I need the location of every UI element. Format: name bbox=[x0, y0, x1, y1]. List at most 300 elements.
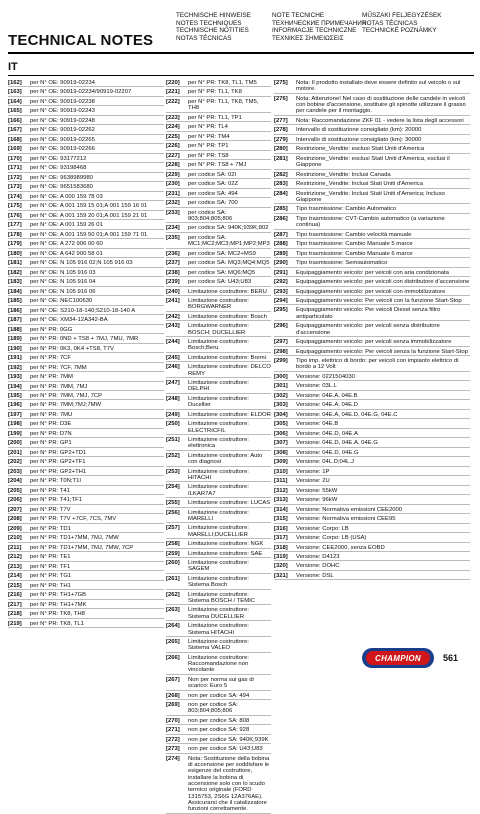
note-row bbox=[274, 448, 470, 457]
note-text: Limitazione costruttore: ILKAR7A7 bbox=[188, 484, 249, 497]
note-text: per N° PR: TL1, TK8, TM5, TH8 bbox=[188, 98, 259, 112]
note-row bbox=[166, 754, 271, 814]
note-row bbox=[166, 435, 271, 451]
note-text: Restrizione_Vendite: Inclusi Canada bbox=[296, 171, 391, 178]
note-key: [218] bbox=[8, 611, 22, 618]
note-text: per N° OE: 90919-02238 bbox=[30, 98, 95, 105]
note-key: [186] bbox=[8, 307, 22, 314]
note-text: per N° PR: 0GG bbox=[30, 326, 73, 333]
note-row bbox=[8, 230, 164, 239]
note-row bbox=[8, 438, 164, 447]
note-text: per N° PR: GP2+TD1 bbox=[30, 449, 87, 456]
note-key: [287] bbox=[274, 231, 288, 238]
notes-column-2 bbox=[166, 78, 271, 814]
note-text: per N° PR: 7CF bbox=[30, 355, 71, 362]
note-text: per codice SA: 803;804;805;806 bbox=[188, 209, 233, 222]
note-key: [210] bbox=[8, 535, 22, 542]
note-row bbox=[8, 135, 164, 144]
note-key: [253] bbox=[166, 468, 180, 475]
note-text: per codice SA: 700 bbox=[188, 200, 238, 207]
note-text: Limitazione costruttore: Bremi bbox=[188, 354, 266, 361]
note-key: [249] bbox=[166, 411, 180, 418]
note-key: [174] bbox=[8, 193, 22, 200]
note-key: [224] bbox=[166, 124, 180, 131]
note-text: Versione: 2U bbox=[296, 478, 330, 485]
note-key: [244] bbox=[166, 339, 180, 346]
note-text: per N° PR: TD1+7MM, 7MJ, 7MW bbox=[30, 535, 119, 542]
note-row bbox=[8, 581, 164, 590]
note-row bbox=[8, 87, 164, 96]
note-row bbox=[8, 220, 164, 229]
note-key: [305] bbox=[274, 421, 288, 428]
note-row bbox=[166, 451, 271, 467]
note-row bbox=[166, 337, 271, 353]
note-key: [230] bbox=[166, 181, 180, 188]
note-row bbox=[274, 258, 470, 267]
note-row bbox=[8, 543, 164, 552]
note-key: [200] bbox=[8, 440, 22, 447]
note-row bbox=[8, 600, 164, 609]
note-row bbox=[8, 211, 164, 220]
note-key: [272] bbox=[166, 736, 180, 743]
note-row bbox=[166, 716, 271, 725]
lang-label: NOTES TECHNIQUES bbox=[176, 19, 242, 27]
note-key: [310] bbox=[274, 468, 288, 475]
note-key: [297] bbox=[274, 339, 288, 346]
lang-header-col1 bbox=[176, 12, 251, 42]
note-key: [234] bbox=[166, 225, 180, 232]
note-row bbox=[8, 457, 164, 466]
note-key: [262] bbox=[166, 591, 180, 598]
note-text: Equipaggiamento veicolo: Per veicoli Diesel senza filtro antiparticolato bbox=[296, 307, 441, 320]
note-row bbox=[274, 571, 470, 580]
note-row bbox=[166, 362, 271, 378]
note-row bbox=[274, 189, 470, 205]
section-divider bbox=[8, 75, 474, 76]
note-key: [280] bbox=[274, 146, 288, 153]
note-row bbox=[8, 590, 164, 599]
note-text: Tipo trasmissione: Cambio Manuale 6 marce bbox=[296, 250, 413, 257]
note-row bbox=[166, 498, 271, 507]
note-text: per N° PR: 7MM, 7MJ, 7CP bbox=[30, 392, 103, 399]
note-text: Restrizione_Vendite: esclusi Stati Uniti d'America bbox=[296, 146, 425, 153]
note-text: per N° PR: TH1+7MK bbox=[30, 601, 87, 608]
note-key: [304] bbox=[274, 411, 288, 418]
note-text: Limitazione costruttore: MARELLI;DUCELLIER bbox=[188, 525, 249, 538]
note-key: [245] bbox=[166, 354, 180, 361]
note-text: per N° PR: GP1 bbox=[30, 440, 72, 447]
note-text: per N° OE: 9638989980 bbox=[30, 174, 93, 181]
note-text: Limitazione costruttore: NGK bbox=[188, 541, 264, 548]
note-row bbox=[166, 675, 271, 691]
note-key: [198] bbox=[8, 421, 22, 428]
note-key: [257] bbox=[166, 525, 180, 532]
note-row bbox=[8, 476, 164, 485]
note-text: Limitazione costruttore: LUCAS bbox=[188, 500, 271, 507]
note-text: per N° OE: 9651583680 bbox=[30, 184, 93, 191]
note-row bbox=[274, 486, 470, 495]
note-key: [321] bbox=[274, 572, 288, 579]
note-row bbox=[8, 239, 164, 248]
note-text: per codice SA: MC1;MC2;MC3;MP1;MP2;MP3 bbox=[188, 234, 270, 248]
note-text: Intervallo di sostituzione consigliato (km): 30000 bbox=[296, 136, 422, 143]
note-key: [273] bbox=[166, 746, 180, 753]
note-key: [199] bbox=[8, 430, 22, 437]
note-text: Equipaggiamento veicolo: per veicoli con distributore d'accensione bbox=[296, 279, 470, 286]
note-text: per codice SA: 940K;939K;802 bbox=[188, 225, 269, 232]
note-text: Limitazione costruttore: DELPHI bbox=[188, 380, 249, 393]
note-text: per N° PR: TF1 bbox=[30, 563, 71, 570]
note-row bbox=[8, 419, 164, 428]
note-text: per N° PR: TK8, TH8 bbox=[30, 611, 85, 618]
note-key: [175] bbox=[8, 203, 22, 210]
note-key: [221] bbox=[166, 89, 180, 96]
note-row bbox=[274, 230, 470, 239]
note-row bbox=[8, 372, 164, 381]
note-row bbox=[166, 160, 271, 169]
note-text: per N° OE: N 105 916 04 bbox=[30, 279, 96, 286]
note-key: [206] bbox=[8, 497, 22, 504]
note-text: per N° PR: TM4 bbox=[188, 133, 230, 140]
note-key: [173] bbox=[8, 184, 22, 191]
note-text: per codice SA: MQ6;MQ5 bbox=[188, 269, 256, 276]
note-key: [219] bbox=[8, 620, 22, 627]
note-row bbox=[166, 296, 271, 312]
note-row bbox=[8, 533, 164, 542]
note-text: Restrizione_Vendite: esclusi Stati Uniti d'America, esclusi il Giappone bbox=[296, 155, 450, 169]
note-row bbox=[8, 382, 164, 391]
lang-label: TECHNISCHE NOTITIES bbox=[176, 27, 249, 35]
note-text: Tipo trasmissione: Cambio Automatico bbox=[296, 206, 397, 213]
note-row bbox=[8, 173, 164, 182]
note-text: per codice SA: 02Z bbox=[188, 181, 239, 188]
note-key: [282] bbox=[274, 171, 288, 178]
note-key: [308] bbox=[274, 449, 288, 456]
note-text: per N° PR: TL1, TP1 bbox=[188, 114, 242, 121]
note-text: per codice SA: MQ3;MQ4;MQ5 bbox=[188, 260, 270, 267]
note-row bbox=[274, 268, 470, 277]
note-row bbox=[274, 144, 470, 153]
note-row bbox=[274, 277, 470, 286]
note-text: per N° PR: TK8, TL1, TM5 bbox=[188, 80, 257, 86]
note-row bbox=[8, 78, 164, 87]
note-key: [316] bbox=[274, 525, 288, 532]
note-key: [212] bbox=[8, 554, 22, 561]
lang-label: ТЕХНИЧЕСКИЕ ПРИМЕЧАНИЯ bbox=[272, 19, 367, 27]
note-text: Tipo trasmissione: Cambio velocità manuale bbox=[296, 231, 412, 238]
note-text: per N° OE: N 105 916 03 bbox=[30, 269, 96, 276]
note-key: [265] bbox=[166, 639, 180, 646]
note-text: per N° OE: 93198468 bbox=[30, 165, 87, 172]
note-row bbox=[166, 508, 271, 524]
note-row bbox=[8, 400, 164, 409]
note-key: [263] bbox=[166, 607, 180, 614]
note-text: Limitazione costruttore: elettronica bbox=[188, 436, 249, 450]
note-text: Limitazione costruttore: DELCO REMY bbox=[188, 364, 271, 377]
note-text: per N° PR: D7N bbox=[30, 430, 72, 437]
note-key: [290] bbox=[274, 260, 288, 267]
note-key: [313] bbox=[274, 497, 288, 504]
note-row bbox=[274, 438, 470, 447]
note-row bbox=[8, 391, 164, 400]
note-row bbox=[274, 467, 470, 476]
note-text: Limitazione costruttore: ELDOR bbox=[188, 411, 271, 418]
note-key: [220] bbox=[166, 80, 180, 86]
note-row bbox=[274, 249, 470, 258]
note-key: [317] bbox=[274, 535, 288, 542]
note-key: [288] bbox=[274, 241, 288, 248]
note-key: [195] bbox=[8, 392, 22, 399]
note-text: Versione: Corpo: LB bbox=[296, 525, 349, 532]
note-key: [269] bbox=[166, 702, 180, 709]
note-row bbox=[8, 334, 164, 343]
note-text: Versione: Normativa emissioni CEE2000 bbox=[296, 506, 403, 513]
note-text: Restrizione_Vendite: Inclusi Stati Uniti d'America; Incluso Giappone bbox=[296, 190, 445, 203]
note-key: [215] bbox=[8, 582, 22, 589]
note-row bbox=[274, 287, 470, 296]
note-row bbox=[274, 321, 470, 337]
note-key: [187] bbox=[8, 317, 22, 324]
note-key: [185] bbox=[8, 298, 22, 305]
note-row bbox=[274, 296, 470, 305]
note-row bbox=[8, 125, 164, 134]
note-text: Versione: 04E.D, 04E.A, 04E.G bbox=[296, 440, 378, 447]
note-text: per N° OE: 90919-02265 bbox=[30, 136, 95, 143]
note-text: per N° OE: N 105 916 06 bbox=[30, 288, 96, 295]
note-text: Limitazione costruttore: BORGWARNER bbox=[188, 298, 249, 311]
header-divider bbox=[8, 52, 474, 54]
note-key: [291] bbox=[274, 269, 288, 276]
note-key: [289] bbox=[274, 250, 288, 257]
lang-label: TECHNICKÉ POZNÁMKY bbox=[362, 27, 437, 35]
note-text: Limitazione costruttore: ELECTRICFIL bbox=[188, 421, 249, 434]
note-key: [231] bbox=[166, 190, 180, 197]
note-text: non per codice SA: 494 bbox=[188, 692, 250, 699]
note-key: [300] bbox=[274, 373, 288, 380]
notes-column-1 bbox=[8, 78, 164, 628]
note-text: non per codice SA: 803;804;805;806 bbox=[188, 702, 238, 715]
note-key: [239] bbox=[166, 279, 180, 286]
note-key: [191] bbox=[8, 355, 22, 362]
note-key: [171] bbox=[8, 165, 22, 172]
section-language: IT bbox=[8, 61, 18, 73]
note-row bbox=[8, 258, 164, 267]
note-text: Tipo trasmissione: Semiautomatico bbox=[296, 260, 388, 267]
note-row bbox=[274, 214, 470, 230]
note-text: per N° PR: TE1 bbox=[30, 554, 71, 561]
note-key: [250] bbox=[166, 421, 180, 428]
note-text: Equipaggiamento veicolo: per veicoli senza distributore d'accensione bbox=[296, 323, 440, 336]
note-text: Limitazione costruttore: MARELLI bbox=[188, 509, 249, 522]
note-key: [315] bbox=[274, 516, 288, 523]
note-row bbox=[166, 700, 271, 716]
note-text: Versione: 04E.D, 04E.G bbox=[296, 449, 359, 456]
note-text: Versione: DOHC bbox=[296, 563, 340, 570]
note-row bbox=[8, 344, 164, 353]
note-row bbox=[8, 495, 164, 504]
note-key: [258] bbox=[166, 541, 180, 548]
note-text: per codice SA: MC2+MS9 bbox=[188, 250, 256, 257]
note-text: Nota: Sostituzione della bobina di accensione per soddisfare le esigenze del costruttore, installare la bobina di accensione solo con lo scudo termico originale (FORD 1315753, 2S6G 12A376AE). Assicurarsi che il catalizzatore funzioni correttamente. bbox=[188, 755, 270, 813]
note-key: [268] bbox=[166, 692, 180, 699]
note-text: Versione: CEE2000, senza EOBD bbox=[296, 544, 385, 551]
note-key: [189] bbox=[8, 336, 22, 343]
note-row bbox=[274, 429, 470, 438]
note-text: per codice SA: U43;U83 bbox=[188, 279, 252, 286]
note-key: [170] bbox=[8, 155, 22, 162]
note-key: [164] bbox=[8, 98, 22, 105]
note-key: [277] bbox=[274, 117, 288, 124]
note-row bbox=[166, 258, 271, 267]
note-key: [266] bbox=[166, 654, 180, 661]
note-row bbox=[166, 410, 271, 419]
note-text: per N° OE: N 105 916 02;N 105 916 03 bbox=[30, 260, 133, 267]
note-row bbox=[166, 725, 271, 734]
note-row bbox=[8, 163, 164, 172]
note-row bbox=[8, 144, 164, 153]
note-key: [233] bbox=[166, 209, 180, 216]
note-key: [201] bbox=[8, 449, 22, 456]
note-row bbox=[274, 419, 470, 428]
note-row bbox=[166, 605, 271, 621]
note-text: per N° PR: 7MM;7MJ;7MW bbox=[30, 402, 102, 409]
note-key: [222] bbox=[166, 98, 180, 105]
notes-column-3 bbox=[274, 78, 470, 580]
note-text: Limitazione costruttore: Raccomandazione non vincolante bbox=[188, 654, 249, 674]
note-text: Limitazione costruttore: Bosch bbox=[188, 313, 267, 320]
note-key: [292] bbox=[274, 279, 288, 286]
note-row bbox=[8, 277, 164, 286]
note-key: [309] bbox=[274, 459, 288, 466]
note-text: per N° OE: 90919-02234/90919-02207 bbox=[30, 89, 132, 96]
note-row bbox=[8, 325, 164, 334]
note-text: Versione: 03L.L bbox=[296, 383, 337, 390]
note-row bbox=[166, 122, 271, 131]
note-row bbox=[274, 204, 470, 213]
note-row bbox=[8, 505, 164, 514]
note-text: per N° PR: TS8 + 7MJ bbox=[188, 162, 247, 169]
lang-label: INFORMACJE TECHNICZNE bbox=[272, 27, 357, 35]
note-row bbox=[274, 552, 470, 561]
note-text: per N° PR: T41 bbox=[30, 487, 70, 494]
note-key: [180] bbox=[8, 250, 22, 257]
note-text: per N° PR: 0K3, 0K4 +TS8, T7V bbox=[30, 345, 114, 352]
note-key: [237] bbox=[166, 260, 180, 267]
note-row bbox=[166, 223, 271, 232]
note-row bbox=[274, 410, 470, 419]
note-key: [235] bbox=[166, 234, 180, 241]
note-row bbox=[8, 353, 164, 362]
note-key: [246] bbox=[166, 364, 180, 371]
note-row bbox=[274, 561, 470, 570]
note-row bbox=[166, 653, 271, 675]
note-row bbox=[166, 312, 271, 321]
note-row bbox=[8, 315, 164, 324]
note-row bbox=[274, 533, 470, 542]
note-key: [299] bbox=[274, 358, 288, 364]
note-text: non per codice SA: 928 bbox=[188, 727, 250, 734]
note-row bbox=[274, 524, 470, 533]
note-key: [274] bbox=[166, 755, 180, 762]
note-row bbox=[166, 277, 271, 286]
note-row bbox=[166, 141, 271, 150]
note-key: [302] bbox=[274, 392, 288, 399]
note-key: [311] bbox=[274, 478, 288, 485]
note-text: Intervallo di sostituzione consigliato (km): 20000 bbox=[296, 127, 422, 134]
note-key: [243] bbox=[166, 323, 180, 330]
note-key: [205] bbox=[8, 487, 22, 494]
note-row bbox=[166, 691, 271, 700]
note-key: [301] bbox=[274, 383, 288, 390]
note-text: Equipaggiamento veicolo: Per veicoli con la funzione Start-Stop bbox=[296, 297, 462, 304]
note-text: Limitazione costruttore: SAE bbox=[188, 550, 263, 557]
note-key: [281] bbox=[274, 155, 288, 162]
note-row bbox=[8, 524, 164, 533]
note-text: Versione: Corpo: LB (USA) bbox=[296, 535, 367, 542]
note-text: Nota: Il prodotto installato deve essere definito sul veicolo o sul motore. bbox=[296, 80, 461, 93]
note-key: [247] bbox=[166, 380, 180, 387]
note-key: [278] bbox=[274, 127, 288, 134]
note-row bbox=[274, 543, 470, 552]
note-key: [204] bbox=[8, 478, 22, 485]
note-row bbox=[274, 476, 470, 485]
note-row bbox=[8, 429, 164, 438]
note-text: per N° PR: GP2+TH1 bbox=[30, 468, 87, 475]
note-text: Equipaggiamento veicolo: per veicoli con immobilizzatore bbox=[296, 288, 446, 295]
note-row bbox=[8, 249, 164, 258]
note-key: [176] bbox=[8, 212, 22, 219]
note-key: [267] bbox=[166, 676, 180, 683]
note-text: Versione: 04E.A, 04E.B bbox=[296, 392, 358, 399]
note-row bbox=[166, 87, 271, 96]
note-row bbox=[274, 372, 470, 381]
note-text: Versione: DSL bbox=[296, 572, 334, 579]
note-key: [261] bbox=[166, 575, 180, 582]
note-text: Limitazione costruttore: Sistema VALEO bbox=[188, 639, 249, 652]
note-key: [270] bbox=[166, 717, 180, 724]
note-row bbox=[8, 619, 164, 628]
note-key: [225] bbox=[166, 133, 180, 140]
note-key: [286] bbox=[274, 215, 288, 222]
note-text: per N° OE: A 642 900 58 01 bbox=[30, 250, 103, 257]
note-row bbox=[274, 305, 470, 321]
note-text: Equipaggiamento veicolo: per veicoli senza immobilizzatore bbox=[296, 339, 452, 346]
note-row bbox=[274, 457, 470, 466]
note-row bbox=[274, 356, 470, 372]
note-row bbox=[8, 410, 164, 419]
note-text: Versione: 96kW bbox=[296, 497, 338, 504]
note-key: [213] bbox=[8, 563, 22, 570]
note-key: [192] bbox=[8, 364, 22, 371]
note-key: [223] bbox=[166, 114, 180, 121]
note-row bbox=[166, 132, 271, 141]
note-key: [229] bbox=[166, 171, 180, 178]
note-key: [163] bbox=[8, 89, 22, 96]
note-text: per N° OE: 90919-02266 bbox=[30, 146, 95, 153]
note-key: [238] bbox=[166, 269, 180, 276]
lang-label: NOTE TECNICHE bbox=[272, 12, 325, 19]
page-number: 561 bbox=[443, 653, 459, 663]
note-key: [214] bbox=[8, 573, 22, 580]
lang-label: ΤΕΧΝΙΚΕΣ ΣΗΜΕΙΩΣΕΙΣ bbox=[272, 34, 344, 42]
note-row bbox=[166, 744, 271, 753]
note-row bbox=[274, 179, 470, 188]
note-row bbox=[166, 287, 271, 296]
note-row bbox=[8, 486, 164, 495]
note-text: per N° PR: T0N;T1I bbox=[30, 478, 82, 485]
note-text: per N° PR: GP2+TF1 bbox=[30, 459, 86, 466]
note-key: [196] bbox=[8, 402, 22, 409]
